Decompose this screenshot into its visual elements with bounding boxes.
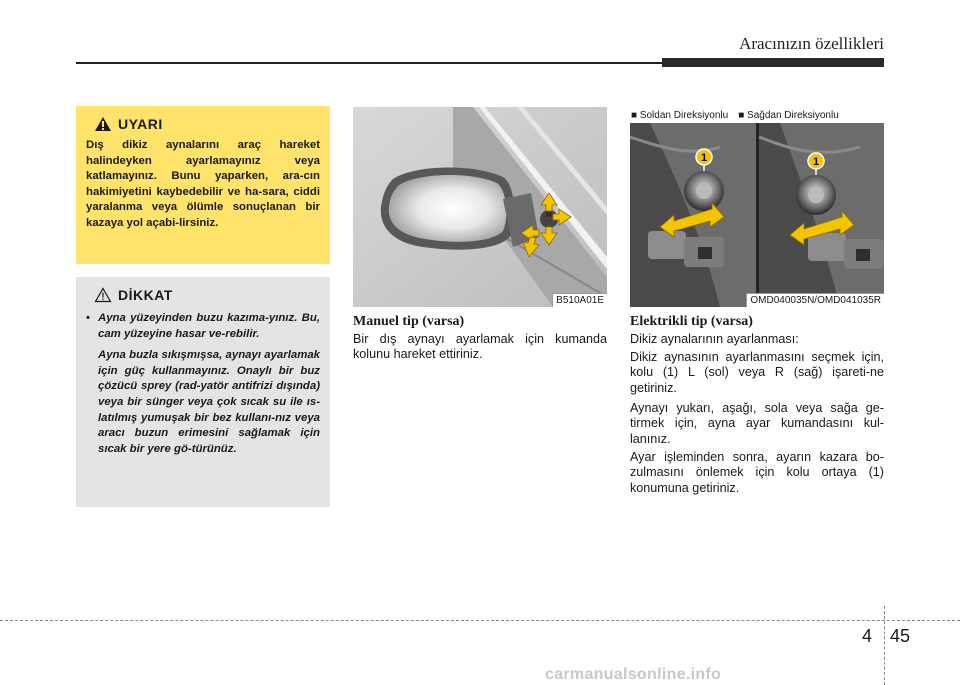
warning-title: UYARI: [118, 116, 163, 132]
electric-mirror-figure: [630, 107, 884, 307]
electric-paragraph-2: Dikiz aynasının ayarlanmasını seçmek için, kolu (1) L (sol) veya R (sağ) işareti-ne getiriniz.: [630, 350, 884, 395]
warning-triangle-icon: [94, 116, 112, 132]
electric-paragraph-1: Dikiz aynalarının ayarlanması:: [630, 332, 799, 346]
electric-paragraph-3: Aynayı yukarı, aşağı, sola veya sağa ge-tirmek için, ayna ayar kumandasını kul-lanınız.: [630, 401, 884, 446]
manual-text: Bir dış aynayı ayarlamak için kumanda kolunu hareket ettiriniz.: [353, 332, 607, 362]
caution-paragraph-1: • Ayna yüzeyinden buzu kazıma-yınız. Bu, cam yüzeyine hasar ve-rebilir.: [86, 311, 320, 342]
caution-header: [94, 287, 320, 303]
running-header: Aracınızın özellikleri: [739, 34, 884, 53]
legend-left: ■ Soldan Direksiyonlu: [631, 109, 729, 121]
warning-box: [76, 106, 330, 264]
switch-illustration: [630, 107, 884, 307]
mirror-illustration: [353, 107, 607, 307]
legend-right: ■ Sağdan Direksiyonlu: [738, 109, 839, 121]
callout-left: 1: [700, 152, 708, 164]
figure-legend: [630, 107, 884, 123]
chapter-number: 4: [862, 626, 873, 646]
caution-box: [76, 277, 330, 507]
electric-paragraph-4: Ayar işleminden sonra, ayarın kazara bo-zulmasını önlemek için kolu ortaya (1) konumuna getiriniz.: [630, 450, 884, 495]
figure-code-electric: OMD040035N/OMD041035R: [746, 293, 884, 307]
warning-text: Dış dikiz aynalarını araç hareket halindeyken ayarlamayınız veya katlamayınız. Bunu yaparken, ara-cın hakimiyetini kaybedebilir ve ha-sara, ciddi yaralanma veya ölümle sonuçlanan bir kazaya yol açabi-lirsiniz.: [86, 139, 320, 229]
manual-heading: Manuel tip (varsa): [353, 314, 465, 329]
header-rule: [76, 62, 662, 64]
caution-paragraph-2: Ayna buzla sıkışmışsa, aynayı ayarlamak için güç kullanmayınız. Onaylı bir buz çözücü sprey (rad-yatör antifrizi dışında) veya bir sünger veya çok sıcak su ile ıs-latılmış yumuşak bir bez kullanı-nız veya aracı buzun erimesini sağlamak için sıcak bir yere gö-türünüz.: [98, 349, 320, 455]
caution-body: [86, 311, 320, 457]
footer-rule: [0, 620, 960, 621]
callout-right: 1: [812, 156, 820, 168]
caution-triangle-icon: [94, 287, 112, 303]
footer-divider: [884, 606, 885, 685]
watermark: carmanualsonline.info: [545, 666, 722, 683]
caution-title: DİKKAT: [118, 287, 173, 303]
page-number: 45: [890, 626, 911, 646]
figure-code-manual: B510A01E: [552, 293, 607, 307]
electric-heading: Elektrikli tip (varsa): [630, 314, 753, 329]
manual-mirror-figure: [353, 107, 607, 307]
warning-header: [94, 116, 320, 132]
header-bar: [662, 58, 884, 67]
